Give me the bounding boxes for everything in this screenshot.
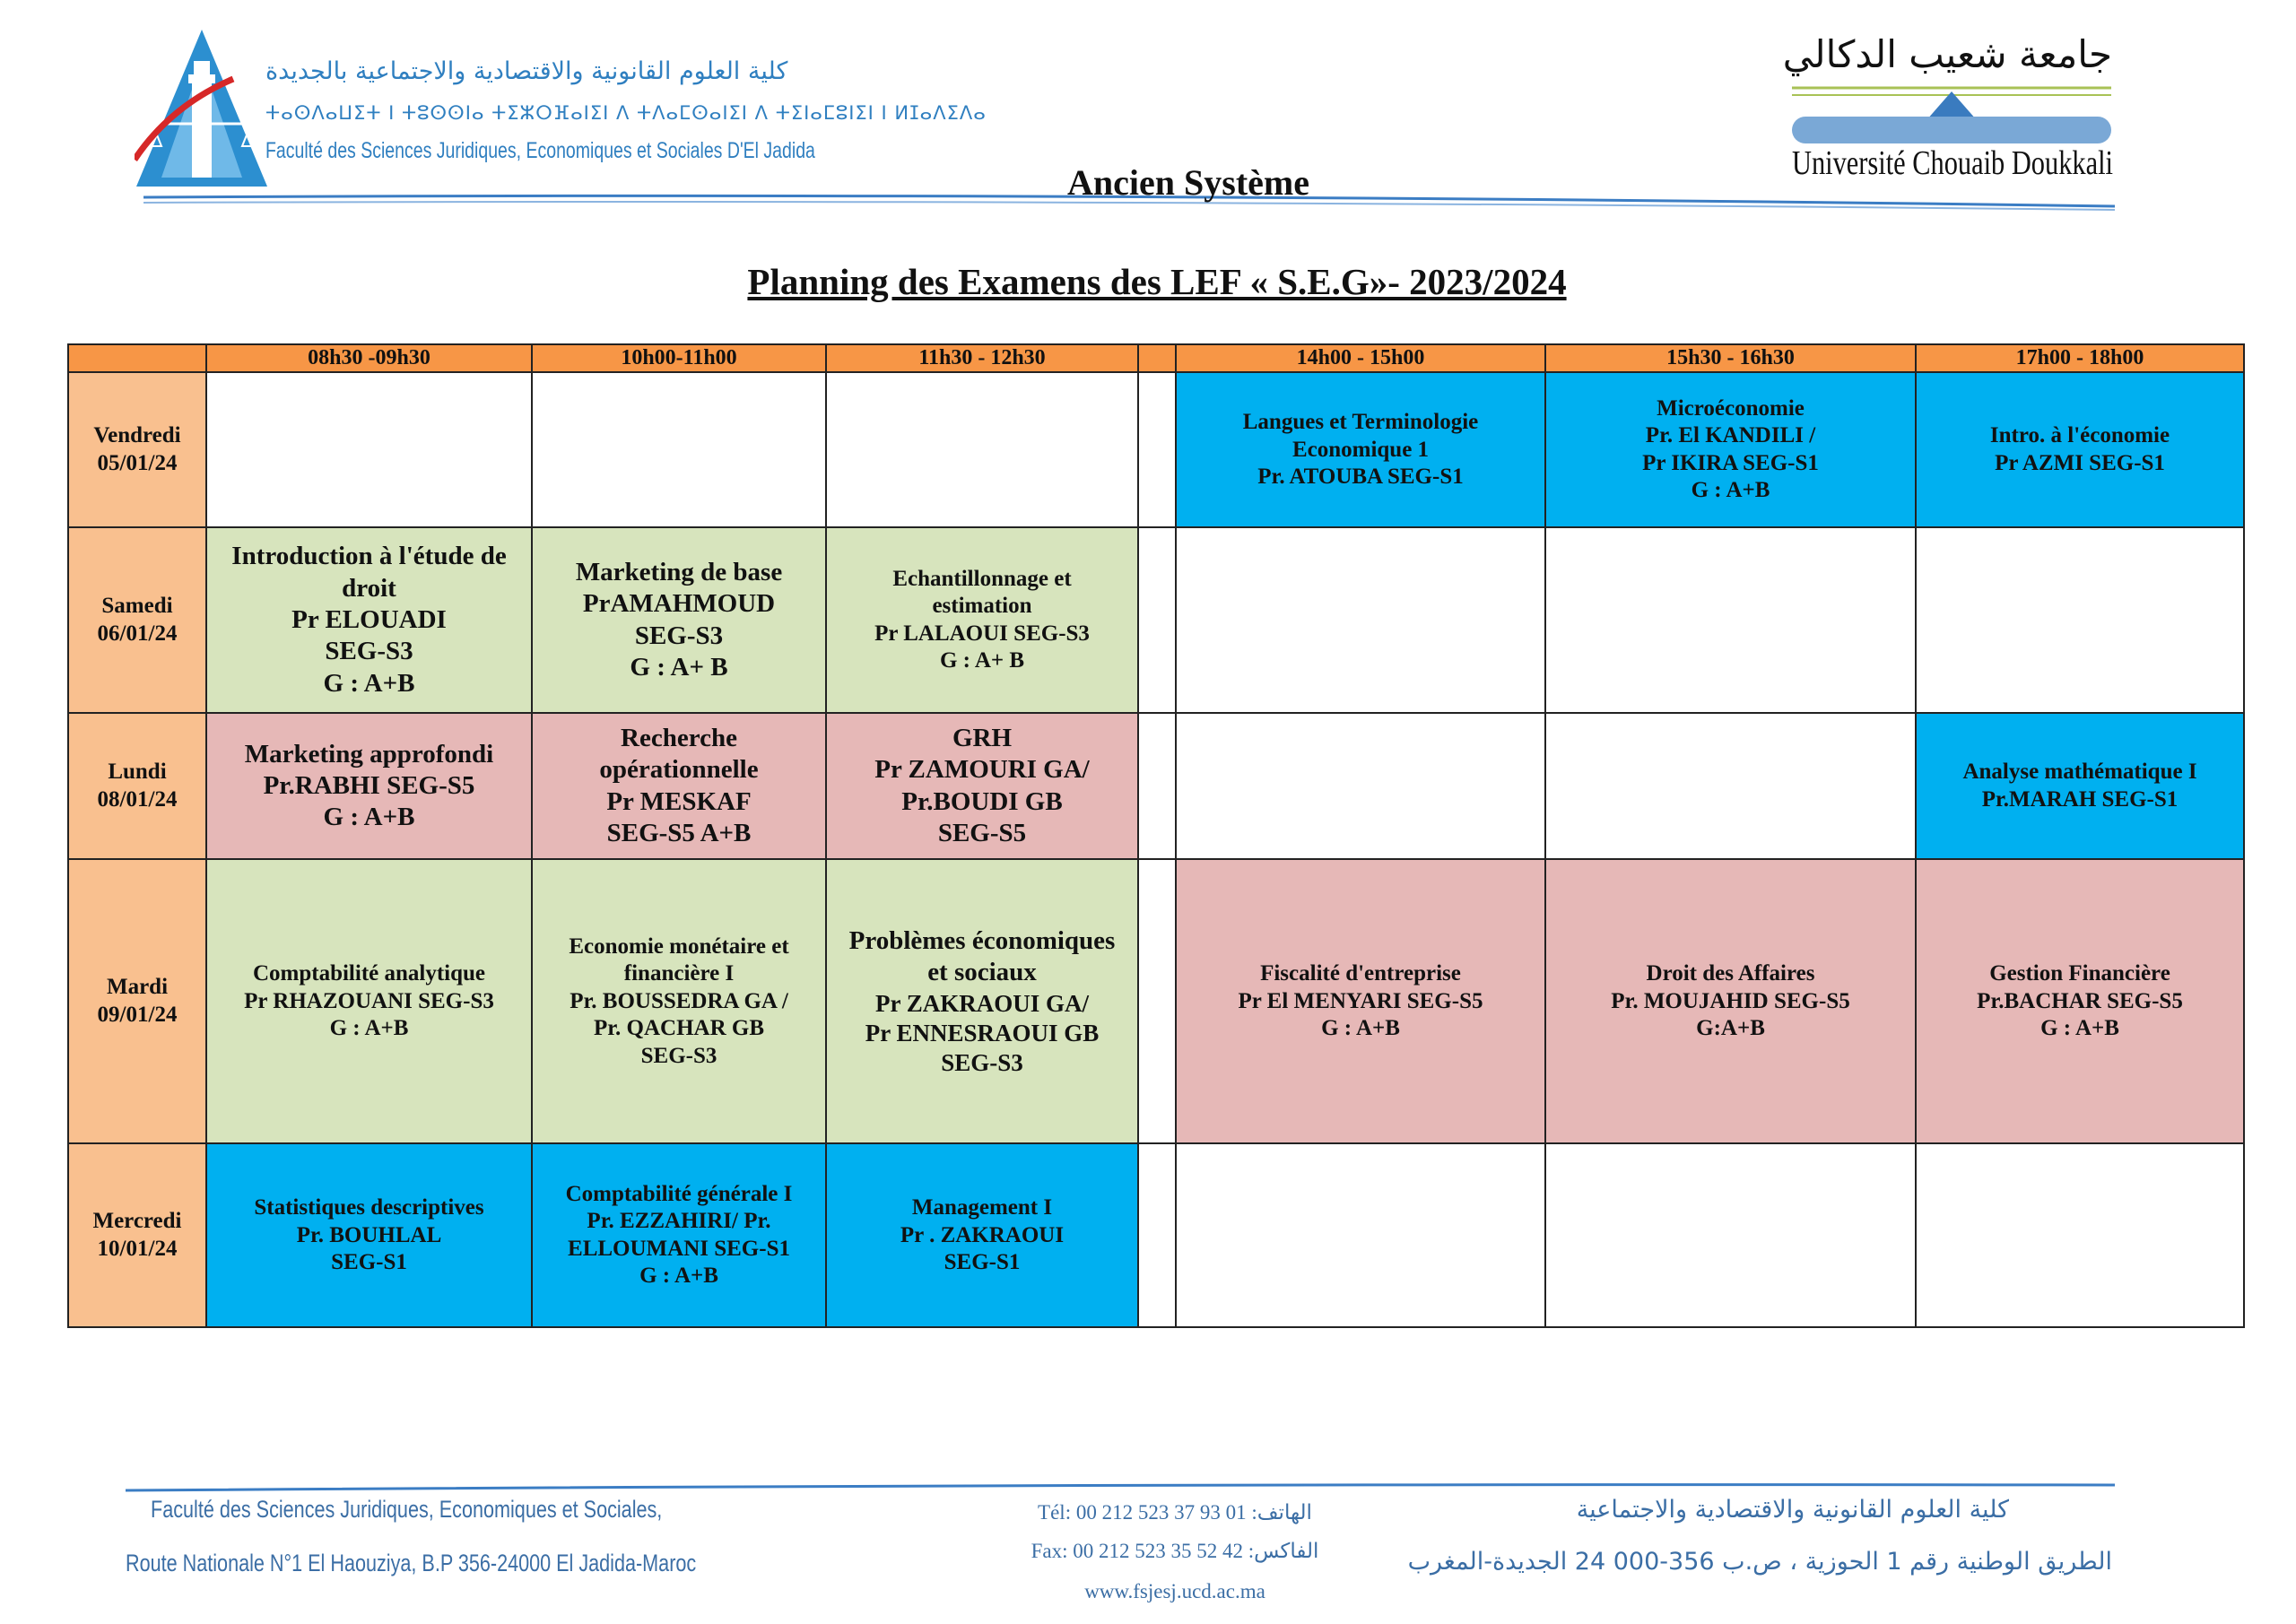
footer-fax: Fax: 00 212 523 35 52 42 :الفاكس xyxy=(1031,1540,1319,1562)
exam-cell: Introduction à l'étude de droit Pr ELOUADI SEG-S3 G : A+B xyxy=(206,527,532,713)
exam-schedule-table xyxy=(67,343,2245,1328)
time-slot-header: 15h30 - 16h30 xyxy=(1545,344,1916,372)
exam-cell: Comptabilité générale I Pr. EZZAHIRI/ Pr. ELLOUMANI SEG-S1 G : A+B xyxy=(532,1143,826,1327)
corner-cell xyxy=(68,344,206,372)
faculty-name-arabic: كلية العلوم القانونية والاقتصادية والاجتماعية بالجديدة xyxy=(265,57,788,85)
footer-faculty-name: Faculté des Sciences Juridiques, Economiques et Sociales, xyxy=(151,1496,663,1523)
university-logo-icon xyxy=(1792,84,2111,145)
exam-cell: Echantillonnage et estimation Pr LALAOUI SEG-S3 G : A+ B xyxy=(826,527,1138,713)
faculty-name-tifinagh: ⵜⴰⵙⴷⴰⵡⵉⵜ ⵏ ⵜⵓⵙⵙⵏⴰ ⵜⵉⵣⵔⴼⴰⵏⵉⵏ ⴷ ⵜⴷⴰⵎⵙⴰⵏⵉⵏ ⴷ ⵜⵉⵏⴰⵎⵓⵏⵉⵏ ⵏ ⵍⵊⴰⴷⵉⴷⴰ xyxy=(265,102,987,124)
exam-cell: GRH Pr ZAMOURI GA/ Pr.BOUDI GB SEG-S5 xyxy=(826,713,1138,859)
exam-cell xyxy=(1545,713,1916,859)
exam-cell: Intro. à l'économie Pr AZMI SEG-S1 xyxy=(1916,372,2244,527)
exam-cell: Marketing approfondi Pr.RABHI SEG-S5 G : A+B xyxy=(206,713,532,859)
time-slot-header: 17h00 - 18h00 xyxy=(1916,344,2244,372)
exam-cell: Comptabilité analytique Pr RHAZOUANI SEG-S3 G : A+B xyxy=(206,859,532,1143)
exam-cell xyxy=(1545,1143,1916,1327)
faculty-name-french: Faculté des Sciences Juridiques, Economiques et Sociales D'El Jadida xyxy=(265,138,815,163)
exam-cell: Problèmes économiques et sociaux Pr ZAKRAOUI GA/ Pr ENNESRAOUI GB SEG-S3 xyxy=(826,859,1138,1143)
exam-cell: Statistiques descriptives Pr. BOUHLAL SEG-S1 xyxy=(206,1143,532,1327)
exam-cell xyxy=(532,372,826,527)
exam-cell xyxy=(1176,1143,1545,1327)
exam-cell xyxy=(206,372,532,527)
time-slot-header: 08h30 -09h30 xyxy=(206,344,532,372)
day-cell: Mercredi 10/01/24 xyxy=(68,1143,206,1327)
exam-cell xyxy=(1176,527,1545,713)
exam-cell: Economie monétaire et financière I Pr. BOUSSEDRA GA / Pr. QACHAR GB SEG-S3 xyxy=(532,859,826,1143)
time-slot-header: 11h30 - 12h30 xyxy=(826,344,1138,372)
time-slot-header-row xyxy=(68,344,2244,372)
break-cell xyxy=(1138,527,1176,713)
exam-cell: Analyse mathématique I Pr.MARAH SEG-S1 xyxy=(1916,713,2244,859)
system-label: Ancien Système xyxy=(1067,162,1309,203)
table-row xyxy=(68,859,2244,1143)
table-row xyxy=(68,713,2244,859)
time-slot-header: 14h00 - 15h00 xyxy=(1176,344,1545,372)
footer-website-link[interactable]: www.fsjesj.ucd.ac.ma xyxy=(1084,1580,1265,1602)
exam-cell xyxy=(1916,527,2244,713)
break-cell xyxy=(1138,1143,1176,1327)
day-cell: Vendredi 05/01/24 xyxy=(68,372,206,527)
break-cell xyxy=(1138,713,1176,859)
table-row xyxy=(68,372,2244,527)
footer-divider xyxy=(126,1481,2115,1496)
time-slot-header: 10h00-11h00 xyxy=(532,344,826,372)
university-name-french: Université Chouaib Doukkali xyxy=(1792,144,2113,182)
table-row xyxy=(68,527,2244,713)
footer-address-arabic: الطريق الوطنية رقم 1 الحوزية ، ص.ب 356-000 24 الجديدة-المغرب xyxy=(1407,1548,2112,1576)
exam-cell xyxy=(1916,1143,2244,1327)
footer-address: Route Nationale N°1 El Haouziya, B.P 356-24000 El Jadida-Maroc xyxy=(126,1550,697,1576)
day-cell: Samedi 06/01/24 xyxy=(68,527,206,713)
exam-cell: Management I Pr . ZAKRAOUI SEG-S1 xyxy=(826,1143,1138,1327)
exam-cell xyxy=(1176,713,1545,859)
footer-phone: Tél: 00 212 523 37 93 01 :الهاتف xyxy=(1038,1501,1312,1524)
exam-cell xyxy=(826,372,1138,527)
table-row xyxy=(68,1143,2244,1327)
break-cell xyxy=(1138,372,1176,527)
day-cell: Lundi 08/01/24 xyxy=(68,713,206,859)
footer-faculty-name-arabic: كلية العلوم القانونية والاقتصادية والاجتماعية xyxy=(1576,1496,2009,1524)
exam-cell: Droit des Affaires Pr. MOUJAHID SEG-S5 G:A+B xyxy=(1545,859,1916,1143)
exam-cell xyxy=(1545,527,1916,713)
break-cell xyxy=(1138,859,1176,1143)
break-column-header xyxy=(1138,344,1176,372)
exam-cell: Marketing de base PrAMAHMOUD SEG-S3 G : A+ B xyxy=(532,527,826,713)
exam-cell: Recherche opérationnelle Pr MESKAF SEG-S5 A+B xyxy=(532,713,826,859)
exam-cell: Fiscalité d'entreprise Pr El MENYARI SEG-S5 G : A+B xyxy=(1176,859,1545,1143)
page-title: Planning des Examens des LEF « S.E.G»- 2023/2024 xyxy=(747,261,1567,302)
exam-cell: Gestion Financière Pr.BACHAR SEG-S5 G : A+B xyxy=(1916,859,2244,1143)
exam-cell: Microéconomie Pr. El KANDILI / Pr IKIRA SEG-S1 G : A+B xyxy=(1545,372,1916,527)
day-cell: Mardi 09/01/24 xyxy=(68,859,206,1143)
exam-cell: Langues et Terminologie Economique 1 Pr. ATOUBA SEG-S1 xyxy=(1176,372,1545,527)
university-name-arabic: جامعة شعيب الدكالي xyxy=(1782,32,2112,76)
